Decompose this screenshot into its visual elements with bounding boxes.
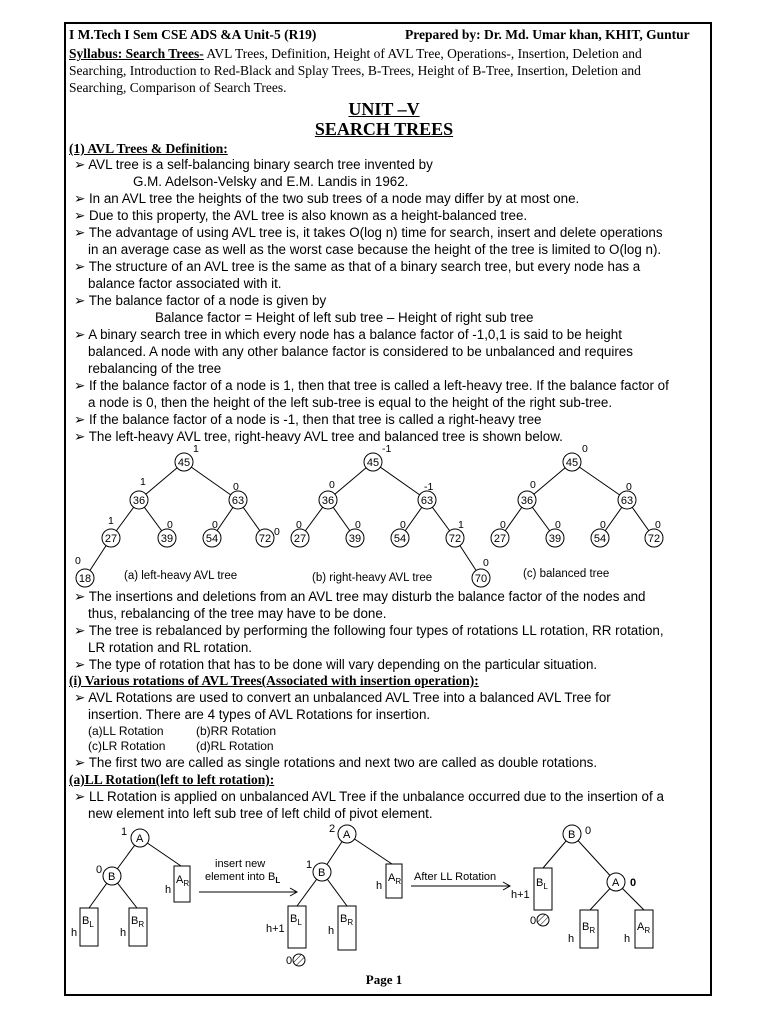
tree-node-value: 45 (366, 457, 380, 469)
subtree-label: $A_R$ (388, 872, 402, 886)
subtree-label: $B_R$ (131, 915, 145, 929)
balance-factor-formula: Balance factor = Height of left sub tree – Height of right sub tree (155, 310, 534, 325)
bullet-line: balanced. A node with any other balance factor is considered to be unbalanced and requires (88, 344, 633, 359)
height-label: h+1 (511, 889, 530, 901)
balance-factor: 0 (75, 555, 81, 567)
bullet-line: ➢ The left-heavy AVL tree, right-heavy AVL tree and balanced tree is shown below. (74, 429, 563, 444)
node-label-a: A (343, 829, 351, 841)
height-label: h (328, 925, 335, 937)
bullet-line: ➢ The insertions and deletions from an AVL tree may disturb the balance factor of the nodes and (74, 589, 646, 604)
bullet-line: ➢ If the balance factor of a node is 1, then that tree is called a left-heavy tree. If the balance factor of (74, 378, 669, 393)
balance-factor: 0 (655, 519, 661, 531)
page-number: Page 1 (365, 972, 403, 987)
subtree-label: $B_R$ (582, 921, 596, 935)
height-label: h (568, 933, 575, 945)
tree-node-value: 36 (132, 495, 146, 507)
arrow-label: element into $B_L$ (205, 871, 281, 885)
arrow-label: After LL Rotation (414, 871, 497, 883)
section-avl-definition: (1) AVL Trees & Definition: (69, 141, 228, 156)
inserted-node (293, 954, 305, 966)
inserted-node (537, 914, 549, 926)
node-label-b: B (108, 871, 116, 883)
rotation-rl: (d)RL Rotation (196, 739, 274, 753)
height-label: h (165, 884, 172, 896)
subtree-label: $B_R$ (340, 913, 354, 927)
syllabus-line-3: Searching, Comparison of Search Trees. (69, 80, 287, 95)
balance-factor: 1 (108, 515, 114, 527)
balance-factor: -1 (424, 481, 434, 493)
header-left: I M.Tech I Sem CSE ADS &A Unit-5 (R19) (69, 27, 317, 42)
caption-balanced: (c) balanced tree (523, 568, 610, 580)
subtree-label: $A_R$ (637, 921, 651, 935)
bullet-line: LR rotation and RL rotation. (88, 640, 253, 655)
factor-label: 0 (96, 864, 103, 876)
syllabus-line-1 (69, 45, 642, 62)
bullet-line: G.M. Adelson-Velsky and E.M. Landis in 1962. (133, 174, 409, 189)
syllabus-line-2: Searching, Introduction to Red-Black and Splay Trees, B-Trees, Height of B-Tree, Insertion, Deletion and (69, 63, 641, 78)
bullet-line: ➢ The type of rotation that has to be done will vary depending on the particular situation. (74, 657, 598, 672)
balance-factor: 0 (483, 557, 489, 569)
height-label: h (71, 927, 78, 939)
balance-factor: 0 (400, 519, 406, 531)
balance-factor: 1 (458, 519, 464, 531)
balance-factor: 0 (167, 519, 173, 531)
bullet-line: ➢ If the balance factor of a node is -1, then that tree is called a right-heavy tree (74, 412, 542, 427)
tree-node-value: 72 (258, 533, 272, 545)
balance-factor: -1 (382, 443, 392, 455)
tree-node-value: 63 (420, 495, 434, 507)
balance-factor: 0 (296, 519, 302, 531)
subtree-label: $B_L$ (536, 877, 548, 891)
bullet-line: insertion. There are 4 types of AVL Rotations for insertion. (88, 707, 431, 722)
balance-factor: 1 (140, 476, 146, 488)
ll-rotation-diagram (0, 820, 768, 970)
tree-node-value: 27 (104, 533, 118, 545)
balance-factor: 0 (582, 443, 588, 455)
node-label-b: B (318, 867, 326, 879)
balance-factor: 0 (212, 519, 218, 531)
bullet-line: ➢ The advantage of using AVL tree is, it takes O(log n) time for search, insert and delete operations (74, 225, 663, 240)
caption-left-heavy: (a) left-heavy AVL tree (124, 570, 238, 582)
factor-label: 0 (530, 915, 537, 927)
balance-factor: 0 (600, 519, 606, 531)
node-label-a: A (136, 833, 144, 845)
height-label: h (376, 880, 383, 892)
tree-node-value: 54 (205, 533, 219, 545)
balance-factor: 0 (233, 481, 239, 493)
tree-node-value: 54 (393, 533, 407, 545)
tree-node-value: 72 (448, 533, 462, 545)
bullet-line: balance factor associated with it. (88, 276, 282, 291)
header-right: Prepared by: Dr. Md. Umar khan, KHIT, Guntur (405, 27, 690, 42)
rotation-lr: (c)LR Rotation (88, 739, 166, 753)
bullet-line: ➢ Due to this property, the AVL tree is also known as a height-balanced tree. (74, 208, 528, 223)
bullet-line: rebalancing of the tree (88, 361, 222, 376)
syllabus-text-1: AVL Trees, Definition, Height of AVL Tree, Operations-, Insertion, Deletion and (203, 46, 642, 61)
bullet-line: ➢ AVL Rotations are used to convert an unbalanced AVL Tree into a balanced AVL Tree for (74, 690, 611, 705)
rotation-rr: (b)RR Rotation (196, 724, 277, 738)
factor-label: 1 (121, 826, 128, 838)
factor-label: 2 (329, 823, 336, 835)
factor-label: 1 (306, 859, 313, 871)
balance-factor: 0 (355, 519, 361, 531)
bullet-line: ➢ The first two are called as single rotations and next two are called as double rotations. (74, 755, 598, 770)
factor-label: 0 (630, 877, 637, 889)
height-label: h (120, 927, 127, 939)
tree-node-value: 18 (78, 573, 92, 585)
tree-node-value: 45 (565, 457, 579, 469)
bullet-line: in an average case as well as the worst case because the height of the tree is limited to O(log n). (88, 242, 662, 257)
bullet-line: thus, rebalancing of the tree may have to be done. (88, 606, 387, 621)
tree-node-value: 70 (474, 573, 488, 585)
tree-node-value: 27 (293, 533, 307, 545)
subtree-label: $B_L$ (290, 913, 302, 927)
bullet-line: ➢ The balance factor of a node is given by (74, 293, 327, 308)
height-label: h (624, 933, 631, 945)
section-ll-rotation: (a)LL Rotation(left to left rotation): (69, 772, 275, 787)
bullet-line: ➢ LL Rotation is applied on unbalanced AVL Tree if the unbalance occurred due to the insertion of a (74, 789, 664, 804)
tree-node-value: 27 (493, 533, 507, 545)
tree-node-value: 63 (620, 495, 634, 507)
balance-factor: 0 (329, 479, 335, 491)
syllabus-label: Syllabus: Search Trees- (69, 46, 204, 61)
bullet-line: ➢ In an AVL tree the heights of the two sub trees of a node may differ by at most one. (74, 191, 580, 206)
tree-node-value: 72 (647, 533, 661, 545)
balance-factor: 0 (500, 519, 506, 531)
subtree-label: $A_R$ (176, 874, 190, 888)
balance-factor: 1 (193, 443, 199, 455)
bullet-line: ➢ AVL tree is a self-balancing binary search tree invented by (74, 157, 433, 172)
tree-node-value: 39 (160, 533, 174, 545)
bullet-line: ➢ A binary search tree in which every node has a balance factor of -1,0,1 is said to be height (74, 327, 622, 342)
avl-trees-figure (0, 440, 768, 590)
factor-label: 0 (585, 825, 592, 837)
subtree-label: $B_L$ (82, 915, 94, 929)
arrow-label: insert new (215, 858, 266, 870)
tree-node-value: 39 (548, 533, 562, 545)
unit-subtitle: SEARCH TREES (314, 119, 454, 139)
tree-node-value: 36 (321, 495, 335, 507)
caption-right-heavy: (b) right-heavy AVL tree (312, 572, 433, 584)
bullet-line: ➢ The tree is rebalanced by performing the following four types of rotations LL rotation, RR rotation, (74, 623, 664, 638)
balance-factor: 0 (274, 526, 280, 538)
tree-node-value: 39 (348, 533, 362, 545)
balance-factor: 0 (555, 519, 561, 531)
height-label: h+1 (266, 923, 285, 935)
unit-title: UNIT –V (348, 99, 420, 119)
node-label-a: A (612, 877, 620, 889)
bullet-line: ➢ The structure of an AVL tree is the same as that of a binary search tree, but every node has a (74, 259, 641, 274)
factor-label: 0 (286, 955, 293, 967)
balance-factor: 0 (530, 479, 536, 491)
bullet-line: new element into left sub tree of left child of pivot element. (88, 806, 433, 821)
section-avl-rotations: (i) Various rotations of AVL Trees(Associated with insertion operation): (69, 673, 479, 688)
balance-factor: 0 (626, 481, 632, 493)
rotation-ll: (a)LL Rotation (88, 724, 164, 738)
tree-node-value: 54 (593, 533, 607, 545)
tree-node-value: 45 (177, 457, 191, 469)
bullet-line: a node is 0, then the height of the left sub-tree is equal to the height of the right sub-tree. (88, 395, 613, 410)
node-label-b: B (568, 829, 576, 841)
tree-node-value: 63 (231, 495, 245, 507)
tree-node-value: 36 (520, 495, 534, 507)
